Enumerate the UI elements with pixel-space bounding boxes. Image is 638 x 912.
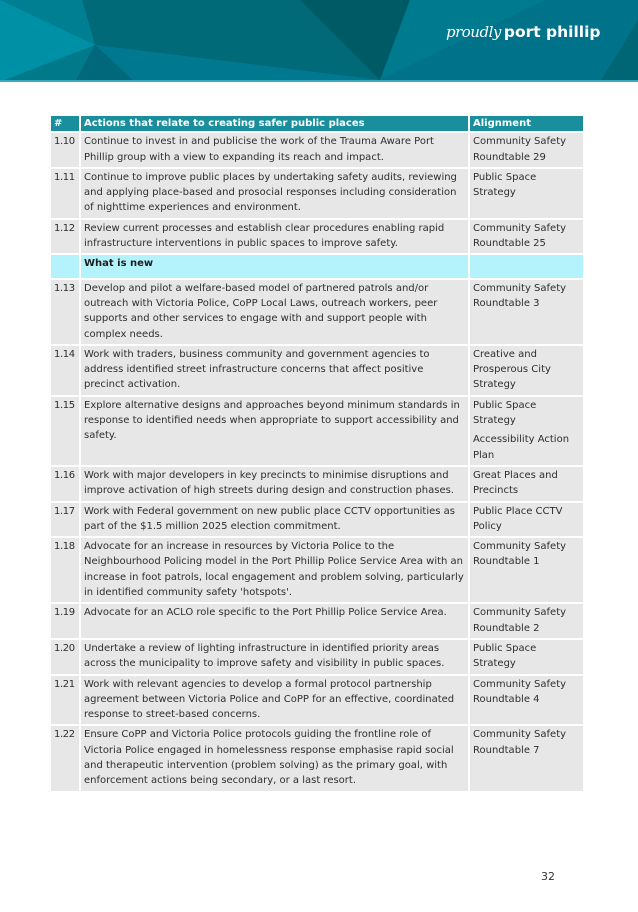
proudly-port-phillip-logo xyxy=(446,22,601,41)
action-number: 1.11 xyxy=(51,167,79,218)
alignment-reference: Great Places and Precincts xyxy=(473,469,558,497)
alignment-cell xyxy=(468,465,583,501)
logo-bold-text: port phillip xyxy=(503,23,601,41)
table-row xyxy=(51,724,583,790)
actions-table xyxy=(51,116,583,791)
alignment-reference: Community Safety Roundtable 29 xyxy=(473,136,567,163)
alignment-cell xyxy=(468,602,583,638)
alignment-reference: Community Safety Roundtable 7 xyxy=(473,729,567,756)
action-number: 1.22 xyxy=(51,724,79,790)
alignment-reference: Public Space Strategy xyxy=(473,171,537,199)
action-number: 1.19 xyxy=(51,602,79,638)
action-description: Continue to improve public places by undertaking safety audits, reviewing and applying place-based and prosocial responses including consideration of nighttime experiences and environment. xyxy=(79,167,468,218)
table-row xyxy=(51,501,583,537)
alignment-cell xyxy=(468,167,583,218)
action-number: 1.21 xyxy=(51,674,79,725)
action-description: Review current processes and establish clear procedures enabling rapid infrastructure interventions in public spaces to improve safety. xyxy=(79,218,468,254)
alignment-reference: Community Safety Roundtable 25 xyxy=(473,222,567,250)
alignment-cell xyxy=(468,344,583,395)
action-description: Explore alternative designs and approaches beyond minimum standards in response to identified needs when appropriate to support accessibility and safety. xyxy=(79,395,468,465)
action-number: 1.20 xyxy=(51,638,79,674)
action-number: 1.12 xyxy=(51,218,79,254)
logo-script-text: proudly xyxy=(446,23,501,41)
action-description: Work with Federal government on new public place CCTV opportunities as part of the $1.5 million 2025 election commitment. xyxy=(79,501,468,537)
alignment-cell xyxy=(468,131,583,167)
alignment-cell xyxy=(468,278,583,344)
action-number: 1.18 xyxy=(51,536,79,602)
action-number: 1.10 xyxy=(51,131,79,167)
action-description: Advocate for an increase in resources by Victoria Police to the Neighbourhood Policing model in the Port Phillip Police Service Area with an increase in foot patrols, local engagement and problem solving, particularly in identified community safety 'hotspots'. xyxy=(79,536,468,602)
alignment-reference: Community Safety Roundtable 4 xyxy=(473,678,567,705)
action-description: Work with relevant agencies to develop a formal protocol partnership agreement between Victoria Police and CoPP for an effective, coordinated response to street-based concerns. xyxy=(79,674,468,725)
action-description: Work with major developers in key precincts to minimise disruptions and improve activation of high streets during design and construction phases. xyxy=(79,465,468,501)
action-number: 1.13 xyxy=(51,278,79,344)
alignment-reference: Accessibility Action Plan xyxy=(473,434,570,461)
table-row xyxy=(51,465,583,501)
action-description: Undertake a review of lighting infrastructure in identified priority areas across the municipality to improve safety and visibility in public spaces. xyxy=(79,638,468,674)
alignment-reference: Public Space Strategy xyxy=(473,642,537,670)
action-number: 1.17 xyxy=(51,501,79,537)
action-description: Develop and pilot a welfare-based model of partnered patrols and/or outreach with Victoria Police, CoPP Local Laws, outreach workers, peer supports and other services to engage with and support people with complex needs. xyxy=(79,278,468,344)
table-row xyxy=(51,602,583,638)
alignment-cell xyxy=(468,724,583,790)
alignment-reference: Community Safety Roundtable 2 xyxy=(473,607,567,634)
action-number: 1.15 xyxy=(51,395,79,465)
alignment-cell xyxy=(468,536,583,602)
alignment-reference: Public Space Strategy xyxy=(473,399,537,427)
alignment-cell xyxy=(468,218,583,254)
alignment-cell xyxy=(468,638,583,674)
section-empty-cell xyxy=(468,253,583,277)
alignment-cell xyxy=(468,674,583,725)
table-row xyxy=(51,344,583,395)
column-header-actions: Actions that relate to creating safer public places xyxy=(79,116,468,131)
column-header-alignment: Alignment xyxy=(468,116,583,131)
table-row xyxy=(51,638,583,674)
table-row xyxy=(51,395,583,465)
alignment-reference: Public Place CCTV Policy xyxy=(473,505,563,532)
action-description: Work with traders, business community and government agencies to address identified street infrastructure concerns that affect positive precinct activation. xyxy=(79,344,468,395)
action-number: 1.16 xyxy=(51,465,79,501)
table-header-row xyxy=(51,116,583,131)
table-row xyxy=(51,218,583,254)
action-number: 1.14 xyxy=(51,344,79,395)
alignment-reference: Creative and Prosperous City Strategy xyxy=(473,348,551,391)
alignment-reference: Community Safety Roundtable 1 xyxy=(473,541,567,568)
table-row xyxy=(51,674,583,725)
section-empty-cell xyxy=(51,253,79,277)
page-number: 32 xyxy=(541,870,555,883)
column-header-number: # xyxy=(51,116,79,131)
banner-geometric-pattern xyxy=(0,0,638,82)
alignment-reference: Community Safety Roundtable 3 xyxy=(473,282,567,309)
table-row xyxy=(51,131,583,167)
action-description: Advocate for an ACLO role specific to the Port Phillip Police Service Area. xyxy=(79,602,468,638)
alignment-cell xyxy=(468,395,583,465)
section-row-what-is-new xyxy=(51,253,583,277)
table-row xyxy=(51,536,583,602)
table-row xyxy=(51,278,583,344)
header-banner xyxy=(0,0,638,82)
alignment-cell xyxy=(468,501,583,537)
section-label: What is new xyxy=(79,253,468,277)
action-description: Ensure CoPP and Victoria Police protocols guiding the frontline role of Victoria Police engaged in homelessness response emphasise rapid social and therapeutic intervention (problem solving) as the primary goal, with enforcement actions being secondary, or a last resort. xyxy=(79,724,468,790)
table-row xyxy=(51,167,583,218)
action-description: Continue to invest in and publicise the work of the Trauma Aware Port Phillip group with a view to expanding its reach and impact. xyxy=(79,131,468,167)
